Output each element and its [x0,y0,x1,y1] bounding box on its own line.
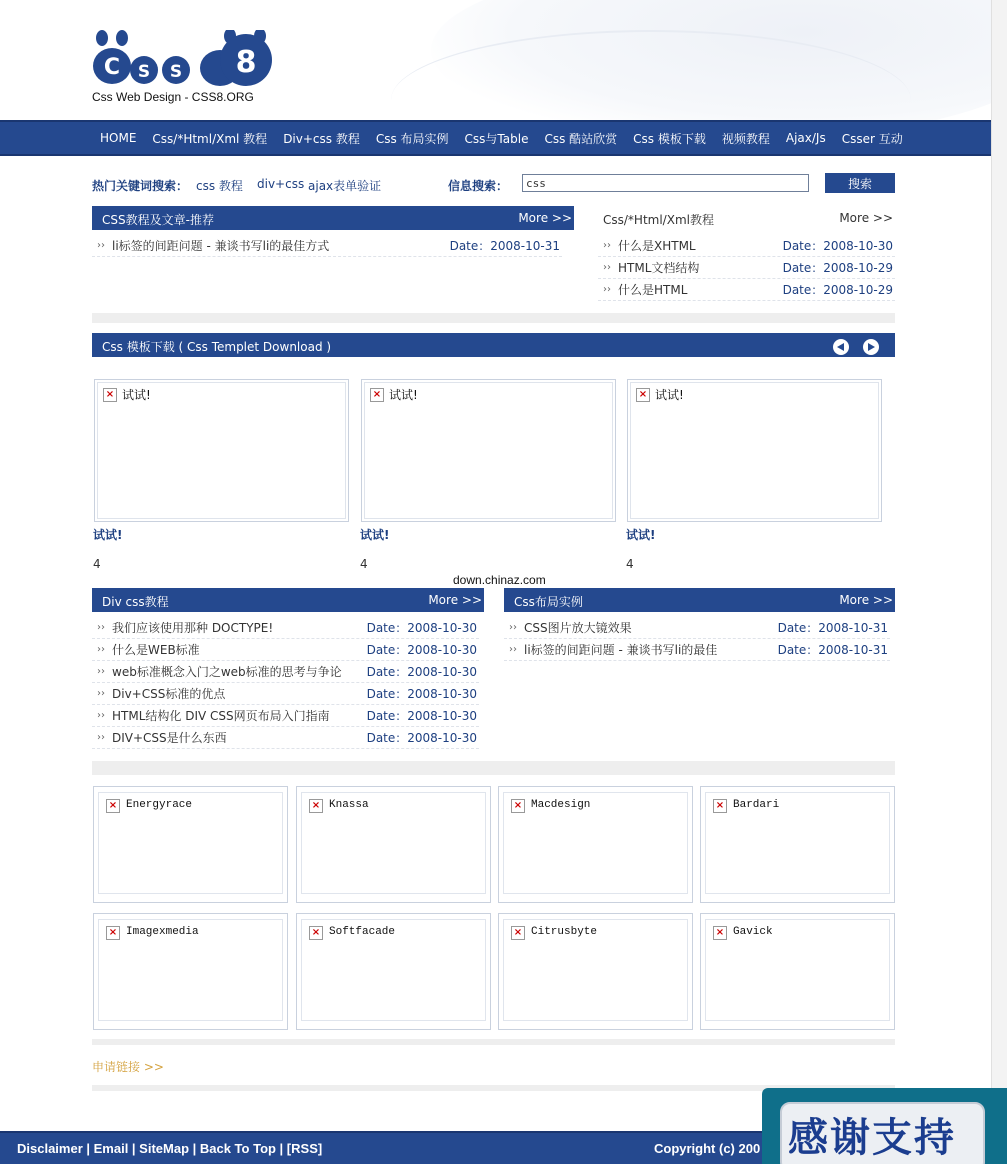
keyword-link[interactable]: css 教程 [196,179,243,193]
item-date: Date：2008-10-30 [782,239,893,253]
svg-text:S: S [137,62,151,82]
list-item[interactable] [598,257,895,279]
svg-text:S: S [169,62,183,82]
bullet-icon: ›› [97,666,105,677]
item-title[interactable]: Div+CSS标准的优点 [112,687,226,701]
hot-keywords-label: 热门关键词搜索： [92,179,189,193]
list-item[interactable] [92,683,479,705]
nav-item-css-templates[interactable]: Css 模板下载 [633,131,706,146]
image-alt-text: 试试! [389,388,418,402]
nav-item-div-css[interactable]: Div+css 教程 [283,131,360,146]
divider-bar [92,761,895,775]
divider-bar [92,313,895,323]
list-item[interactable] [598,279,895,301]
watermark-text: down.chinaz.com [453,573,546,587]
partner-link-box[interactable] [296,786,491,903]
bullet-icon: ›› [97,688,105,699]
item-title[interactable]: HTML结构化 DIV CSS网页布局入门指南 [112,709,330,723]
template-count: 4 [626,557,634,571]
partner-link-box[interactable] [700,913,895,1030]
list-item[interactable] [92,235,562,257]
divider-bar [92,1039,895,1045]
template-download-header [92,333,895,357]
broken-image-icon: × [106,799,120,813]
broken-image-icon: × [713,926,727,940]
css-layout-panel-header [504,588,895,612]
image-alt-text: 试试! [122,388,151,402]
main-navigation [0,120,991,156]
div-css-panel-header [92,588,484,612]
nav-item-ajax-js[interactable]: Ajax/Js [785,131,826,145]
broken-image-icon: × [370,388,384,402]
list-item[interactable] [598,235,895,257]
template-title[interactable]: 试试! [626,528,656,542]
item-title[interactable]: li标签的间距问题 - 兼谈书写li的最佳 [524,643,718,657]
template-title[interactable]: 试试! [360,528,390,542]
thanks-banner[interactable] [762,1088,1007,1164]
partner-link-box[interactable] [93,913,288,1030]
more-link[interactable]: More >> [839,593,893,607]
panel-title: Css 模板下载 ( Css Templet Download ) [102,340,332,354]
partner-name: Energyrace [126,799,193,811]
item-title[interactable]: 什么是WEB标准 [112,643,200,657]
panel-title: CSS教程及文章-推荐 [102,213,214,227]
broken-image-icon: × [106,926,120,940]
image-alt-text: 试试! [655,388,684,402]
nav-item-csser[interactable]: Csser 互动 [841,131,903,146]
more-link[interactable]: More >> [839,211,893,225]
search-row [92,172,895,196]
next-arrow-icon[interactable] [863,339,879,355]
template-count: 4 [360,557,368,571]
panel-title: Div css教程 [102,595,169,609]
keyword-link[interactable]: ajax表单验证 [308,179,382,193]
item-title[interactable]: web标准概念入门之web标准的思考与争论 [112,665,342,679]
bullet-icon: ›› [97,732,105,743]
item-date: Date：2008-10-31 [449,239,560,253]
partner-link-box[interactable] [498,786,693,903]
more-link[interactable]: More >> [428,593,482,607]
broken-image-icon: × [309,926,323,940]
item-date: Date：2008-10-30 [366,621,477,635]
item-date: Date：2008-10-31 [777,643,888,657]
keyword-link[interactable]: div+css [257,177,305,191]
item-title[interactable]: HTML文档结构 [618,261,700,275]
css8-logo[interactable] [92,30,274,88]
apply-link[interactable]: 申请链接 >> [92,1060,164,1074]
previous-arrow-icon[interactable] [833,339,849,355]
nav-item-css-sites[interactable]: Css 酷站欣赏 [544,131,618,146]
list-item[interactable] [92,639,479,661]
template-thumbnail[interactable] [94,379,349,522]
partner-name: Citrusbyte [531,926,598,938]
partner-name: Macdesign [531,799,591,811]
partner-link-box[interactable] [700,786,895,903]
partner-link-box[interactable] [296,913,491,1030]
carousel-controls [833,339,879,355]
bullet-icon: ›› [603,262,611,273]
list-item[interactable] [92,617,479,639]
list-item[interactable] [92,661,479,683]
bullet-icon: ›› [97,240,105,251]
bullet-icon: ›› [603,284,611,295]
item-title[interactable]: CSS图片放大镜效果 [524,621,632,635]
bullet-icon: ›› [509,622,517,633]
item-title[interactable]: DIV+CSS是什么东西 [112,731,227,745]
template-thumbnail[interactable] [627,379,882,522]
list-item[interactable] [504,639,890,661]
site-header [0,0,991,120]
item-date: Date：2008-10-30 [366,731,477,745]
partner-link-box[interactable] [498,913,693,1030]
item-title[interactable]: li标签的间距问题 - 兼谈书写li的最佳方式 [112,239,330,253]
item-date: Date：2008-10-30 [366,665,477,679]
broken-image-icon: × [636,388,650,402]
partner-name: Imagexmedia [126,926,199,938]
item-date: Date：2008-10-30 [366,709,477,723]
more-link[interactable]: More >> [518,211,572,225]
item-date: Date：2008-10-29 [782,261,893,275]
broken-image-icon: × [713,799,727,813]
bullet-icon: ›› [97,644,105,655]
nav-item-video[interactable]: 视频教程 [721,131,770,146]
list-item[interactable] [504,617,890,639]
item-date: Date：2008-10-29 [782,283,893,297]
recommend-list [92,235,562,257]
broken-image-icon: × [511,926,525,940]
css-layout-list [504,617,890,661]
recommend-panel-header [92,206,574,230]
html-list [598,235,895,301]
footer-links[interactable]: Disclaimer | Email | SiteMap | Back To Top | [RSS] [17,1141,323,1156]
panel-title: Css/*Html/Xml教程 [603,213,714,227]
template-thumbnail[interactable] [361,379,616,522]
search-input[interactable] [522,174,809,192]
info-search-label: 信息搜索： [448,179,509,193]
list-item[interactable] [92,727,479,749]
item-date: Date：2008-10-30 [366,687,477,701]
vertical-scrollbar[interactable] [991,0,1007,1164]
broken-image-icon: × [309,799,323,813]
partner-link-box[interactable] [93,786,288,903]
logo-tagline: Css Web Design - CSS8.ORG [92,90,254,104]
bullet-icon: ›› [603,240,611,251]
bullet-icon: ›› [509,644,517,655]
search-button[interactable]: 搜索 [825,173,895,193]
broken-image-icon: × [511,799,525,813]
template-title[interactable]: 试试! [93,528,123,542]
item-title[interactable]: 什么是XHTML [618,239,696,253]
nav-item-home[interactable]: HOME [100,131,137,145]
partner-name: Gavick [733,926,773,938]
div-css-list [92,617,479,749]
partner-name: Bardari [733,799,780,811]
panel-title: Css布局实例 [514,595,583,609]
html-panel-header [598,206,895,230]
bullet-icon: ›› [97,710,105,721]
nav-item-html-xml[interactable]: Css/*Html/Xml 教程 [152,131,268,146]
item-title[interactable]: 我们应该使用那种 DOCTYPE! [112,621,274,635]
item-date: Date：2008-10-30 [366,643,477,657]
partner-name: Knassa [329,799,369,811]
item-date: Date：2008-10-31 [777,621,888,635]
nav-item-css-table[interactable]: Css与Table [464,131,529,146]
partner-name: Softfacade [329,926,396,938]
broken-image-icon: × [103,388,117,402]
nav-item-css-layout[interactable]: Css 布局实例 [375,131,449,146]
list-item[interactable] [92,705,479,727]
svg-text:8: 8 [235,45,257,80]
item-title[interactable]: 什么是HTML [618,283,688,297]
svg-text:C: C [103,55,121,80]
copyright-text: Copyright (c) 200 [654,1141,761,1156]
template-count: 4 [93,557,101,571]
thanks-text: 感谢支持 [788,1115,956,1161]
bullet-icon: ›› [97,622,105,633]
